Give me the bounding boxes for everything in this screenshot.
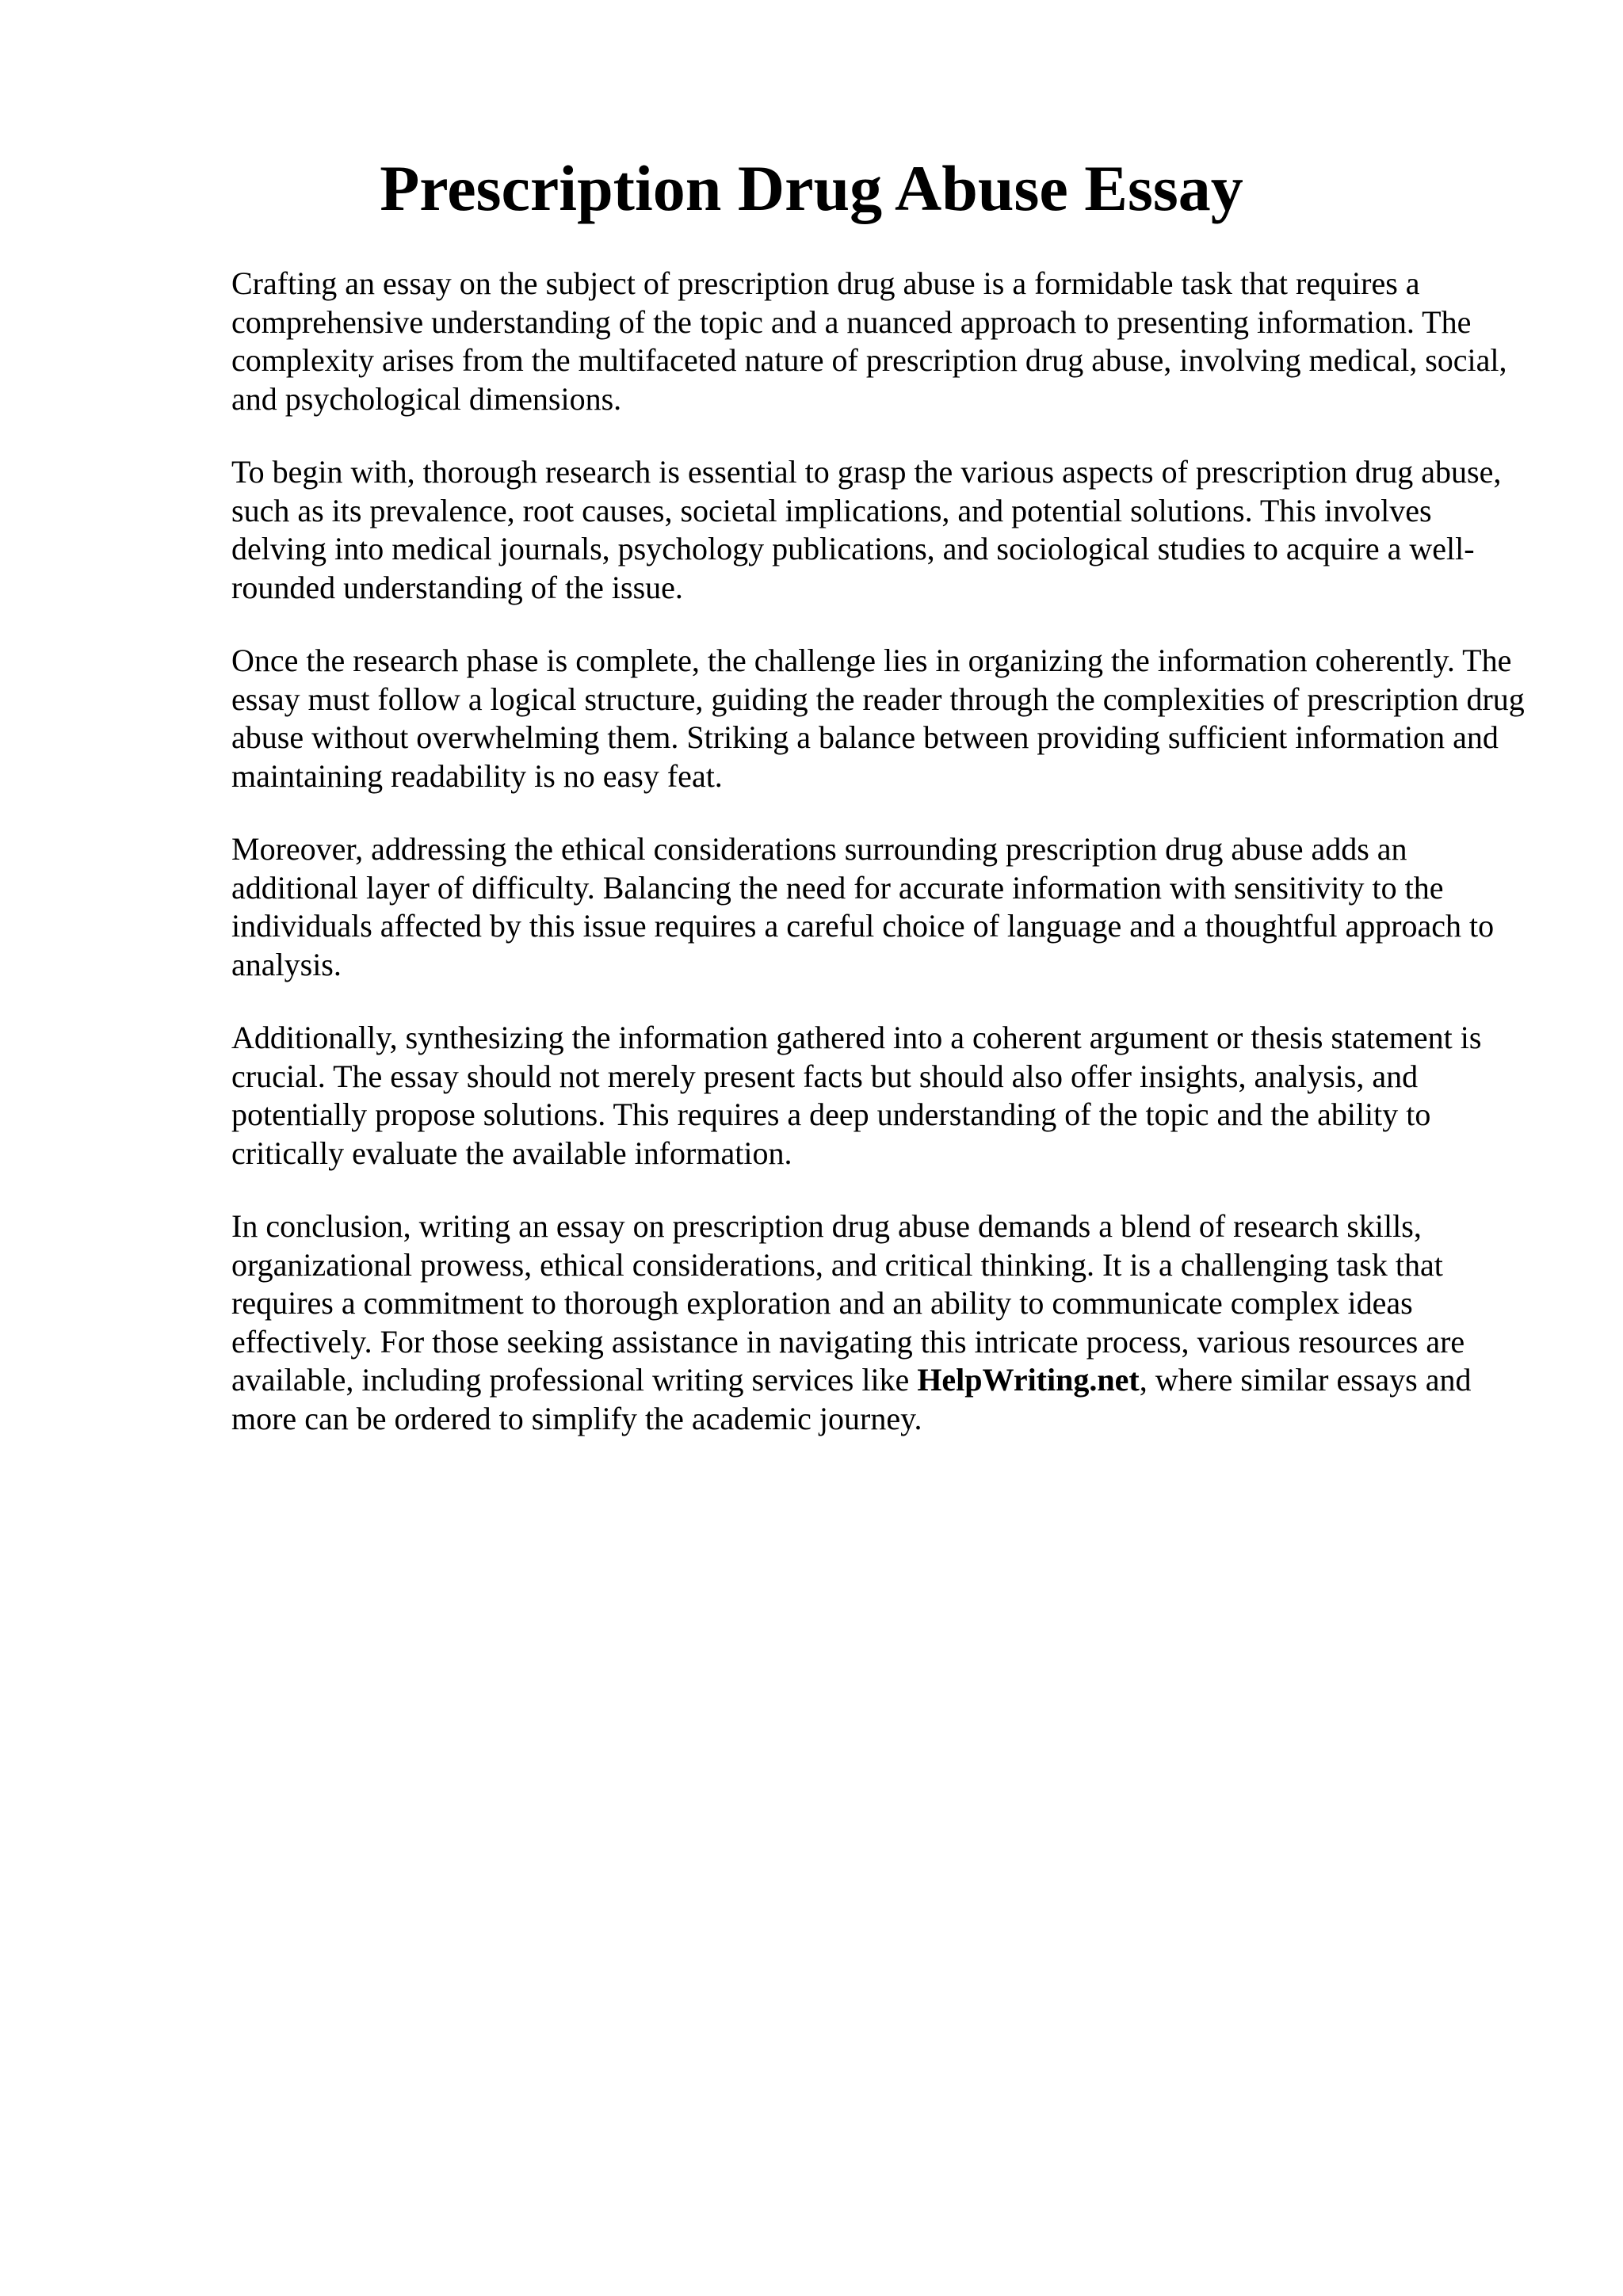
paragraph-research: To begin with, thorough research is essential to grasp the various aspects of prescription drug abuse, such as its prevalence, root causes, societal implications, and potential solutions. This involves delving into medical journals, psychology publications, and sociological studies to acquire a well-rounded understanding of the issue. [231, 454, 1502, 605]
paragraph-synthesis: Additionally, synthesizing the information gathered into a coherent argument or thesis statement is crucial. The essay should not merely present facts but should also offer insights, analysis, and potentially propose solutions. This requires a deep understanding of the topic and the ability to critically evaluate the available information. [231, 1020, 1482, 1171]
conclusion-text-end: , where similar essays and more can be ordered to simplify the academic journey. [231, 1362, 1472, 1436]
paragraph-intro: Crafting an essay on the subject of prescription drug abuse is a formidable task that requires a comprehensive understanding of the topic and a nuanced approach to presenting information. The complexity arises from the multifaceted nature of prescription drug abuse, involving medical, social, and psychological dimensions. [231, 265, 1507, 417]
essay-body [231, 265, 1531, 1473]
paragraph-ethics: Moreover, addressing the ethical considerations surrounding prescription drug abuse adds an additional layer of difficulty. Balancing the need for accurate information with sensitivity to the individuals affected by this issue requires a careful choice of language and a thoughtful approach to analysis. [231, 831, 1495, 982]
brand-link[interactable]: HelpWriting.net [917, 1362, 1140, 1398]
page-title: Prescription Drug Abuse Essay [380, 152, 1243, 224]
paragraph-organization: Once the research phase is complete, the challenge lies in organizing the information coherently. The essay must follow a logical structure, guiding the reader through the complexities of prescription drug abuse without overwhelming them. Striking a balance between providing sufficient information and maintaining readability is no easy feat. [231, 643, 1525, 794]
paragraph-conclusion [231, 1207, 1531, 1438]
conclusion-text-start: In conclusion, writing an essay on prescription drug abuse demands a blend of research skills, organizational prowess, ethical considerations, and critical thinking. It is a challenging task that requires a commitment to thorough exploration and an ability to communicate complex ideas effectively. For those seeking assistance in navigating this intricate process, various resources are available, including professional writing services like [231, 1208, 1465, 1398]
